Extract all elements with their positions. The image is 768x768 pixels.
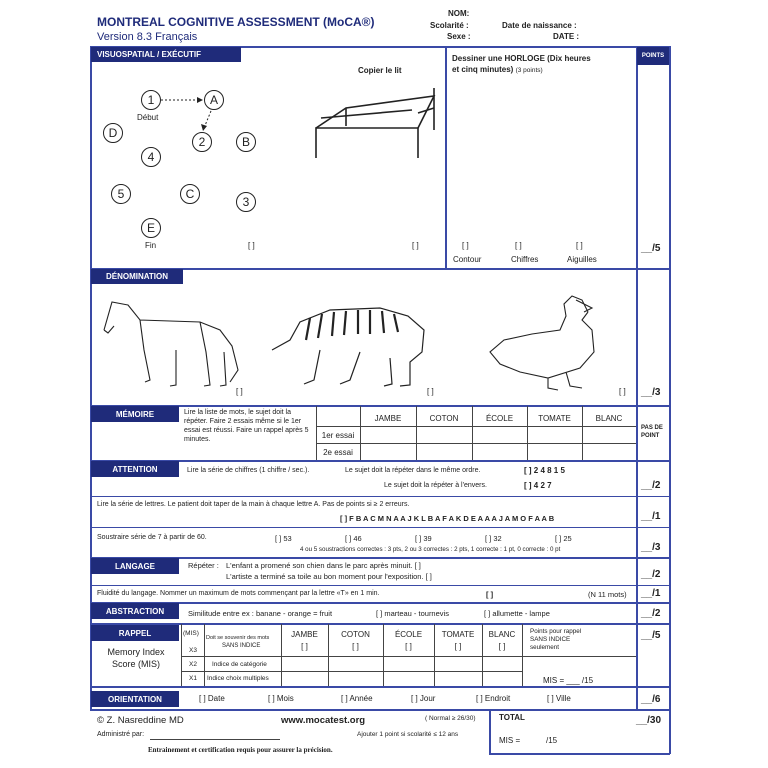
attention-score-sub: __/3 [641, 542, 661, 553]
denomination-score: __/3 [641, 387, 661, 398]
rappel-word-2: COTON [341, 630, 370, 639]
nom-label: NOM: [448, 9, 470, 18]
rappel-word-5: BLANC [488, 630, 516, 639]
soustraction-rule: 4 ou 5 soustractions correctes : 3 pts, 2 ou 3 correctes : 2 pts, 1 correcte : 1 pt, 0 correcte : 0 pt [300, 546, 561, 553]
memoire-instruction: Lire la liste de mots, le sujet doit la répéter. Faire 2 essais même si le 1er essai est réussi. Faire un rappel après 5 minutes. [184, 409, 309, 443]
trail-node-1: 1 [141, 90, 161, 110]
fin-label: Fin [145, 241, 157, 250]
soustraire-instruction: Soustraire série de 7 à partir de 60. [97, 534, 207, 541]
abstraction-header: ABSTRACTION [91, 603, 179, 619]
trail-node-b: B [236, 132, 256, 152]
essai-1-label: 1er essai [321, 431, 355, 440]
mem-word-5: BLANC [595, 414, 623, 423]
x3-label: X3 [189, 647, 197, 654]
entrainement-note: Entrainement et certification requis pour assurer la précision. [148, 746, 333, 754]
total-label: TOTAL [499, 713, 525, 722]
souvenir-label: Doit se souvenir des mots [206, 635, 270, 641]
mis-label: (MIS) [183, 630, 199, 637]
rappel-grid-v7 [522, 624, 523, 686]
sub-25[interactable]: [ ] 25 [555, 534, 572, 543]
visuospatial-header: VISUOSPATIAL / EXÉCUTIF [91, 47, 241, 62]
date-label: DATE : [553, 32, 580, 41]
abstraction-opt-2[interactable]: [ ] allumette - lampe [484, 609, 550, 618]
divider-soustraction [90, 527, 670, 528]
x2-label: X2 [189, 661, 197, 668]
pas-de-point: PAS DE POINT [641, 425, 663, 439]
repeter-label: Répéter : [188, 561, 219, 570]
total-score: __/30 [636, 715, 662, 726]
fluidite-box[interactable]: [ ] [486, 590, 494, 599]
rappel-box-1[interactable]: [ ] [301, 642, 308, 651]
copy-bed-label: Copier le lit [358, 66, 402, 75]
points-header: POINTS [637, 47, 669, 65]
mis-total-of: /15 [546, 736, 558, 745]
rappel-header: RAPPEL [91, 625, 179, 641]
abstraction-example: Similitude entre ex : banane - orange = fruit [188, 609, 333, 618]
visuospatial-score: __/5 [641, 243, 661, 254]
orientation-header: ORIENTATION [91, 691, 179, 707]
indice-categorie: Indice de catégorie [212, 661, 267, 668]
essai-2-label: 2e essai [323, 448, 353, 457]
denomination-header: DÉNOMINATION [91, 269, 183, 284]
trail-node-e: E [141, 218, 161, 238]
contour-box[interactable]: [ ] [462, 241, 469, 250]
attention-header: ATTENTION [91, 461, 179, 477]
clock-instruction: Dessiner une HORLOGE (Dix heures [452, 54, 591, 63]
sans-indice-label: SANS INDICE [222, 643, 261, 649]
horse-box[interactable]: [ ] [236, 387, 243, 396]
duck-drawing [490, 296, 594, 390]
rappel-box-2[interactable]: [ ] [352, 642, 359, 651]
trail-node-5: 5 [111, 184, 131, 204]
fluidite-instruction: Fluidité du langage. Nommer un maximum de mots commençant par la lettre «T» en 1 min. [97, 590, 380, 597]
total-box-bottom [489, 753, 670, 755]
sub-53[interactable]: [ ] 53 [275, 534, 292, 543]
rappel-grid-v1 [204, 624, 205, 686]
normal-range: ( Normal ≥ 26/30) [425, 715, 476, 722]
rappel-grid-h2 [181, 671, 522, 672]
abstraction-score: __/2 [641, 608, 661, 619]
sub-32[interactable]: [ ] 32 [485, 534, 502, 543]
horse-drawing [104, 302, 238, 386]
points-rappel-note: Points pour rappel SANS INDICE seulement [530, 628, 582, 651]
orientation-jour[interactable]: [ ] Jour [411, 694, 436, 703]
debut-label: Début [137, 113, 159, 122]
mem-grid-h1 [316, 426, 636, 427]
rappel-grid-h3 [522, 656, 636, 657]
trail-node-4: 4 [141, 147, 161, 167]
rappel-word-3: ÉCOLE [394, 630, 423, 639]
contour-label: Contour [453, 255, 482, 264]
website-link[interactable]: www.mocatest.org [281, 715, 366, 726]
lettres-sequence[interactable]: [ ] F B A C M N A A J K L B A F A K D E A A A J A M O F A A B [340, 514, 555, 523]
orientation-endroit[interactable]: [ ] Endroit [476, 694, 511, 703]
langage-score-repeat: __/2 [641, 569, 661, 580]
trail-node-3: 3 [236, 192, 256, 212]
scolarite-label: Scolarité : [430, 21, 469, 30]
divider-lettres [90, 496, 670, 497]
version-label: Version 8.3 Français [97, 31, 198, 43]
duck-box[interactable]: [ ] [619, 387, 626, 396]
langage-header: LANGAGE [91, 558, 179, 574]
rappel-grid-v0 [181, 624, 182, 686]
total-box-right [669, 710, 671, 754]
sub-46[interactable]: [ ] 46 [345, 534, 362, 543]
chiffres-label: Chiffres [511, 255, 539, 264]
bed-box[interactable]: [ ] [412, 241, 419, 250]
copyright: © Z. Nasreddine MD [97, 715, 184, 726]
ordre-digits[interactable]: [ ] 2 4 8 1 5 [524, 466, 565, 475]
rappel-score: __/5 [641, 630, 661, 641]
fluidite-count: (N 11 mots) [588, 590, 627, 599]
trail-node-2: 2 [192, 132, 212, 152]
chiffres-box[interactable]: [ ] [515, 241, 522, 250]
rappel-box-4[interactable]: [ ] [454, 642, 462, 651]
mem-word-2: COTON [429, 414, 459, 423]
administre-line [150, 739, 280, 740]
aiguilles-box[interactable]: [ ] [576, 241, 583, 250]
mem-word-1: JAMBE [374, 414, 402, 423]
rappel-word-1: JAMBE [291, 630, 318, 639]
trail-node-d: D [103, 123, 123, 143]
total-box-left [489, 710, 491, 754]
attention-score-letters: __/1 [641, 511, 661, 522]
ajouter-note: Ajouter 1 point si scolarité ≤ 12 ans [357, 731, 459, 738]
attention-score-digits: __/2 [641, 480, 661, 491]
x1-label: X1 [189, 675, 197, 682]
phrase-2[interactable]: L'artiste a terminé sa toile au bon moment pour l'exposition. [ ] [226, 572, 432, 581]
test-title: MONTREAL COGNITIVE ASSESSMENT (MoCA®) [97, 15, 375, 29]
rappel-box-3[interactable]: [ ] [405, 642, 412, 651]
tiger-box[interactable]: [ ] [427, 387, 434, 396]
trail-box[interactable]: [ ] [248, 241, 255, 250]
ordre-instruction: Le sujet doit la répéter dans le même ordre. [345, 467, 481, 474]
rappel-grid-h1 [181, 656, 522, 657]
mem-grid-h2 [316, 443, 636, 444]
frame-bottom [90, 709, 670, 711]
rappel-box-5[interactable]: [ ] [498, 642, 506, 651]
date-naissance-label: Date de naissance : [502, 21, 577, 30]
divider-orientation [90, 686, 670, 688]
envers-instruction: Le sujet doit la répéter à l'envers. [384, 482, 487, 489]
envers-digits[interactable]: [ ] 4 2 7 [524, 481, 552, 490]
orientation-mois[interactable]: [ ] Mois [268, 694, 294, 703]
trail-node-a: A [204, 90, 224, 110]
abstraction-opt-1[interactable]: [ ] marteau - tournevis [376, 609, 449, 618]
divider-fluidite [90, 585, 670, 586]
sexe-label: Sexe : [447, 32, 471, 41]
mem-word-4: TOMATE [538, 414, 571, 423]
memoire-header: MÉMOIRE [91, 406, 179, 422]
administre-label: Administré par: [97, 731, 145, 738]
orientation-annee[interactable]: [ ] Année [341, 694, 373, 703]
langage-score-fluency: __/1 [641, 588, 661, 599]
aiguilles-label: Aiguilles [567, 255, 597, 264]
mis-score: MIS = ___ /15 [543, 676, 594, 685]
lettres-instruction: Lire la série de lettres. Le patient doit taper de la main à chaque lettre A. Pas de points si ≥ 2 erreurs. [97, 501, 410, 508]
trail-node-c: C [180, 184, 200, 204]
orientation-ville[interactable]: [ ] Ville [547, 694, 571, 703]
mis-total-label: MIS = [499, 736, 521, 745]
tiger-drawing [272, 308, 424, 386]
attention-instruction: Lire la série de chiffres (1 chiffre / sec.). [187, 467, 310, 474]
indice-choix: Indice choix multiples [207, 675, 269, 682]
sub-39[interactable]: [ ] 39 [415, 534, 432, 543]
orientation-date[interactable]: [ ] Date [199, 694, 225, 703]
orientation-score: __/6 [641, 694, 661, 705]
rappel-word-4: TOMATE [441, 630, 475, 639]
phrase-1[interactable]: L'enfant a promené son chien dans le parc après minuit. [ ] [226, 561, 421, 570]
memory-index-label: Memory Index Score (MIS) [107, 647, 165, 669]
mem-word-3: ÉCOLE [485, 414, 514, 423]
clock-instruction-2: et cinq minutes) (3 points) [452, 65, 543, 74]
